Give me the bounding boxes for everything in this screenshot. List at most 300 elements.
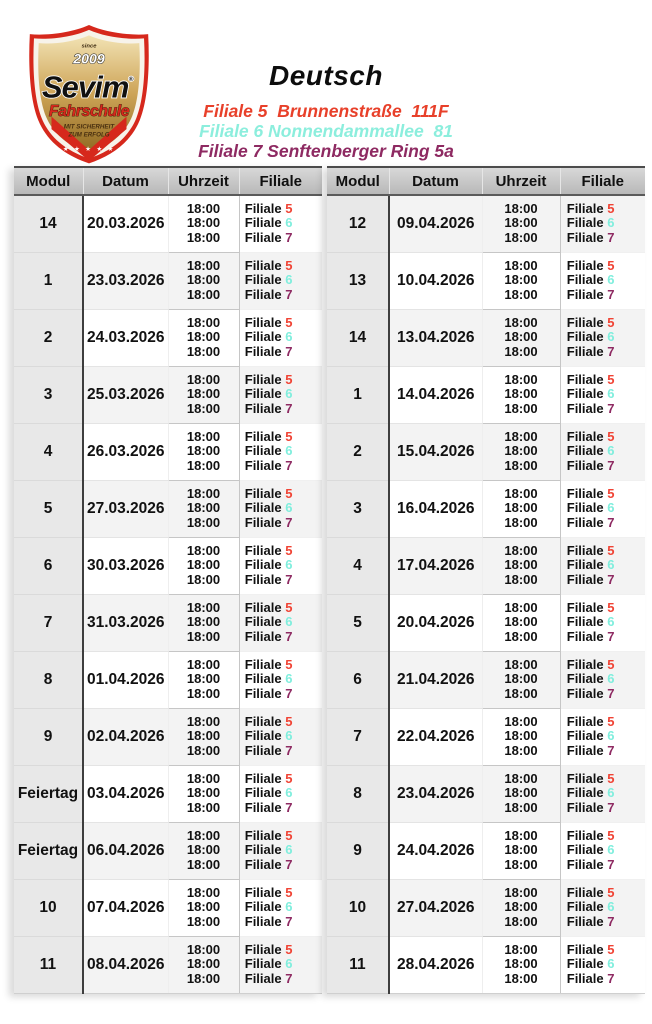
- time-entry: 18:00: [504, 770, 538, 786]
- filiale-cell: [239, 936, 322, 993]
- filiale-entry: Filiale 7: [566, 514, 615, 530]
- filiale-entry: Filiale 7: [566, 571, 615, 587]
- time-entry: 18:00: [504, 884, 538, 900]
- filiale-cell: [239, 879, 322, 936]
- filiale-entry: Filiale 7: [244, 571, 293, 587]
- time-entry: 18:00: [186, 671, 221, 687]
- table-row: [14, 423, 322, 480]
- time-entry: 18:00: [186, 970, 221, 986]
- filiale-entry: Filiale 6: [566, 329, 615, 345]
- time-entry: 18:00: [504, 400, 538, 416]
- column-header-uhrzeit: Uhrzeit: [482, 167, 560, 195]
- filiale-number: 6: [285, 500, 293, 516]
- time-entry: 18:00: [186, 329, 221, 345]
- datum-cell: 10.04.2026: [389, 252, 482, 309]
- header-block: [0, 60, 652, 161]
- table-row: [327, 822, 645, 879]
- time-entry: 18:00: [504, 428, 538, 444]
- datum-cell: 30.03.2026: [83, 537, 168, 594]
- filiale-cell: [560, 708, 645, 765]
- datum-cell: 13.04.2026: [389, 309, 482, 366]
- filiale-number: 5: [285, 257, 293, 273]
- datum-cell: 03.04.2026: [83, 765, 168, 822]
- filiale-entry: Filiale 7: [566, 628, 615, 644]
- time-entry: 18:00: [186, 500, 221, 516]
- filiale-entry: Filiale 5: [566, 713, 615, 729]
- time-entry: 18:00: [186, 728, 221, 744]
- filiale-number: 7: [285, 571, 293, 587]
- uhrzeit-cell: [482, 708, 560, 765]
- time-entry: 18:00: [504, 485, 538, 501]
- filiale-cell: [239, 423, 322, 480]
- logo-year-text: 2009: [73, 51, 105, 68]
- modul-cell: 12: [327, 195, 389, 252]
- uhrzeit-cell: [168, 594, 239, 651]
- filiale-entry: Filiale 7: [566, 230, 615, 246]
- filiale-entry: Filiale 6: [244, 956, 293, 972]
- filiale-number: 7: [607, 742, 615, 758]
- filiale-entry: Filiale 5: [244, 941, 293, 957]
- filiale-entry: Filiale 5: [244, 428, 293, 444]
- header-row: [14, 167, 322, 195]
- filiale-entry: Filiale 7: [566, 457, 615, 473]
- column-header-modul: Modul: [327, 167, 389, 195]
- filiale-entry: Filiale 6: [244, 728, 293, 744]
- filiale-number: 6: [285, 386, 293, 402]
- filiale-number: 7: [607, 685, 615, 701]
- time-entry: 18:00: [504, 386, 538, 402]
- filiale-entry: Filiale 7: [566, 286, 615, 302]
- filiale-number: 5: [285, 485, 293, 501]
- filiale-number: 6: [285, 215, 293, 231]
- time-entry: 18:00: [186, 799, 221, 815]
- filiale-entry: Filiale 6: [244, 785, 293, 801]
- uhrzeit-cell: [482, 936, 560, 993]
- time-entry: 18:00: [186, 314, 221, 330]
- filiale-entry: Filiale 5: [244, 542, 293, 558]
- time-entry: 18:00: [186, 842, 221, 858]
- filiale-cell: [239, 480, 322, 537]
- time-entry: 18:00: [504, 343, 538, 359]
- filiale-entry: Filiale 7: [566, 856, 615, 872]
- filiale-entry: Filiale 6: [566, 842, 615, 858]
- uhrzeit-cell: [168, 366, 239, 423]
- filiale-entry: Filiale 5: [566, 941, 615, 957]
- filiale-number: 6: [607, 272, 615, 288]
- filiale-number: 5: [607, 428, 615, 444]
- filiale-entry: Filiale 7: [244, 286, 293, 302]
- uhrzeit-cell: [482, 252, 560, 309]
- filiale-number: 6: [285, 956, 293, 972]
- filiale-number: 6: [607, 614, 615, 630]
- table-row: [327, 309, 645, 366]
- uhrzeit-cell: [482, 195, 560, 252]
- datum-cell: 27.04.2026: [389, 879, 482, 936]
- filiale-entry: Filiale 6: [244, 386, 293, 402]
- filiale-entry: Filiale 5: [566, 884, 615, 900]
- filiale-number: 6: [285, 557, 293, 573]
- filiale-cell: [560, 195, 645, 252]
- table-row: [14, 309, 322, 366]
- filiale-number: 6: [607, 215, 615, 231]
- filiale-entry: Filiale 5: [566, 770, 615, 786]
- logo-subname-text: Fahrschule: [48, 102, 130, 120]
- filiale-number: 7: [285, 685, 293, 701]
- filiale-cell: [239, 309, 322, 366]
- column-header-filiale: Filiale: [239, 167, 322, 195]
- uhrzeit-cell: [482, 651, 560, 708]
- filiale-entry: Filiale 6: [566, 956, 615, 972]
- uhrzeit-cell: [168, 879, 239, 936]
- header-row: [327, 167, 645, 195]
- datum-cell: 26.03.2026: [83, 423, 168, 480]
- time-entry: 18:00: [504, 628, 538, 644]
- filiale-number: 7: [607, 457, 615, 473]
- table-row: [14, 195, 322, 252]
- modul-cell: 14: [14, 195, 83, 252]
- filiale-entry: Filiale 6: [244, 842, 293, 858]
- filiale-entry: Filiale 7: [244, 230, 293, 246]
- datum-cell: 17.04.2026: [389, 537, 482, 594]
- filiale-number: 5: [285, 827, 293, 843]
- filiale-number: 7: [607, 856, 615, 872]
- filiale-entry: Filiale 6: [566, 899, 615, 915]
- filiale-entry: Filiale 7: [244, 400, 293, 416]
- table-row: [14, 708, 322, 765]
- table-row: [327, 423, 645, 480]
- modul-cell: 4: [327, 537, 389, 594]
- filiale-number: 5: [285, 941, 293, 957]
- filiale-number: 5: [607, 599, 615, 615]
- filiale-number: 7: [285, 856, 293, 872]
- filiale-number: 6: [285, 614, 293, 630]
- filiale-cell: [560, 309, 645, 366]
- filiale-number: 5: [607, 884, 615, 900]
- table-row: [327, 879, 645, 936]
- filiale-number: 7: [285, 400, 293, 416]
- modul-cell: 3: [327, 480, 389, 537]
- filiale-entry: Filiale 6: [566, 443, 615, 459]
- uhrzeit-cell: [168, 936, 239, 993]
- filiale-number: 6: [285, 842, 293, 858]
- filiale-entry: Filiale 6: [244, 899, 293, 915]
- filiale-entry: Filiale 7: [566, 913, 615, 929]
- filiale-entry: Filiale 6: [566, 671, 615, 687]
- filiale-cell: [239, 537, 322, 594]
- datum-cell: 02.04.2026: [83, 708, 168, 765]
- filiale-entry: Filiale 7: [244, 799, 293, 815]
- filiale-number: 6: [607, 728, 615, 744]
- time-entry: 18:00: [504, 842, 538, 858]
- table-row: [327, 366, 645, 423]
- filiale-number: 5: [285, 599, 293, 615]
- time-entry: 18:00: [504, 230, 538, 246]
- filiale-entry: Filiale 7: [244, 457, 293, 473]
- datum-cell: 27.03.2026: [83, 480, 168, 537]
- branch-line-6: Filiale 6 Nonnendammallee 81: [199, 121, 453, 141]
- column-header-modul: Modul: [14, 167, 83, 195]
- filiale-number: 5: [285, 428, 293, 444]
- filiale-number: 6: [285, 329, 293, 345]
- time-entry: 18:00: [504, 571, 538, 587]
- filiale-entry: Filiale 5: [244, 257, 293, 273]
- time-entry: 18:00: [186, 884, 221, 900]
- uhrzeit-cell: [168, 423, 239, 480]
- time-entry: 18:00: [186, 457, 221, 473]
- filiale-number: 5: [607, 200, 615, 216]
- datum-cell: 24.04.2026: [389, 822, 482, 879]
- table-row: [14, 765, 322, 822]
- time-entry: 18:00: [504, 856, 538, 872]
- modul-cell: 7: [14, 594, 83, 651]
- schedule-table-left: [14, 166, 322, 994]
- datum-cell: 31.03.2026: [83, 594, 168, 651]
- datum-cell: 07.04.2026: [83, 879, 168, 936]
- filiale-number: 7: [607, 400, 615, 416]
- table-row: [14, 936, 322, 993]
- uhrzeit-cell: [482, 480, 560, 537]
- filiale-number: 5: [285, 200, 293, 216]
- modul-cell: 6: [14, 537, 83, 594]
- filiale-entry: Filiale 5: [244, 200, 293, 216]
- filiale-number: 5: [607, 542, 615, 558]
- filiale-cell: [560, 879, 645, 936]
- logo-since-text: since: [81, 43, 97, 50]
- filiale-entry: Filiale 7: [244, 514, 293, 530]
- table-row: [327, 594, 645, 651]
- filiale-entry: Filiale 6: [244, 614, 293, 630]
- time-entry: 18:00: [186, 713, 221, 729]
- filiale-cell: [239, 252, 322, 309]
- filiale-entry: Filiale 5: [566, 371, 615, 387]
- filiale-number: 7: [285, 343, 293, 359]
- page-title: Deutsch: [269, 60, 383, 91]
- filiale-cell: [239, 651, 322, 708]
- filiale-entry: Filiale 6: [244, 557, 293, 573]
- datum-cell: 08.04.2026: [83, 936, 168, 993]
- filiale-number: 7: [285, 913, 293, 929]
- filiale-number: 5: [285, 656, 293, 672]
- filiale-number: 5: [607, 827, 615, 843]
- logo-motto-line1: MIT SICHERHEIT: [63, 123, 115, 131]
- filiale-number: 6: [607, 899, 615, 915]
- table-row: [327, 708, 645, 765]
- uhrzeit-cell: [168, 708, 239, 765]
- filiale-entry: Filiale 6: [244, 500, 293, 516]
- filiale-entry: Filiale 6: [566, 557, 615, 573]
- time-entry: 18:00: [186, 628, 221, 644]
- uhrzeit-cell: [482, 765, 560, 822]
- column-header-datum: Datum: [389, 167, 482, 195]
- uhrzeit-cell: [168, 651, 239, 708]
- table-row: [14, 879, 322, 936]
- column-header-filiale: Filiale: [560, 167, 645, 195]
- filiale-number: 5: [607, 713, 615, 729]
- datum-cell: 24.03.2026: [83, 309, 168, 366]
- filiale-entry: Filiale 7: [244, 970, 293, 986]
- modul-cell: 10: [327, 879, 389, 936]
- table-row: [327, 936, 645, 993]
- modul-cell: 2: [14, 309, 83, 366]
- filiale-number: 6: [607, 329, 615, 345]
- uhrzeit-cell: [168, 195, 239, 252]
- filiale-cell: [560, 480, 645, 537]
- filiale-number: 7: [285, 799, 293, 815]
- filiale-number: 6: [285, 671, 293, 687]
- datum-cell: 16.04.2026: [389, 480, 482, 537]
- time-entry: 18:00: [504, 742, 538, 758]
- filiale-number: 7: [607, 913, 615, 929]
- filiale-entry: Filiale 6: [566, 500, 615, 516]
- modul-cell: 5: [14, 480, 83, 537]
- filiale-number: 5: [285, 314, 293, 330]
- filiale-cell: [239, 765, 322, 822]
- filiale-number: 7: [607, 286, 615, 302]
- datum-cell: 22.04.2026: [389, 708, 482, 765]
- filiale-entry: Filiale 6: [244, 443, 293, 459]
- time-entry: 18:00: [186, 913, 221, 929]
- datum-cell: 09.04.2026: [389, 195, 482, 252]
- time-entry: 18:00: [504, 970, 538, 986]
- time-entry: 18:00: [186, 343, 221, 359]
- time-entry: 18:00: [504, 314, 538, 330]
- filiale-number: 7: [285, 286, 293, 302]
- uhrzeit-cell: [482, 879, 560, 936]
- time-entry: 18:00: [186, 656, 221, 672]
- filiale-entry: Filiale 5: [244, 371, 293, 387]
- time-entry: 18:00: [504, 599, 538, 615]
- filiale-number: 6: [607, 443, 615, 459]
- time-entry: 18:00: [186, 557, 221, 573]
- time-entry: 18:00: [186, 856, 221, 872]
- filiale-number: 5: [285, 770, 293, 786]
- filiale-entry: Filiale 7: [244, 856, 293, 872]
- filiale-entry: Filiale 7: [244, 685, 293, 701]
- time-entry: 18:00: [186, 443, 221, 459]
- modul-cell: 8: [14, 651, 83, 708]
- time-entry: 18:00: [186, 956, 221, 972]
- filiale-cell: [239, 366, 322, 423]
- time-entry: 18:00: [186, 571, 221, 587]
- filiale-entry: Filiale 5: [566, 827, 615, 843]
- filiale-entry: Filiale 5: [566, 314, 615, 330]
- datum-cell: 25.03.2026: [83, 366, 168, 423]
- time-entry: 18:00: [504, 371, 538, 387]
- time-entry: 18:00: [186, 400, 221, 416]
- filiale-cell: [560, 366, 645, 423]
- filiale-number: 5: [607, 314, 615, 330]
- uhrzeit-cell: [482, 822, 560, 879]
- time-entry: 18:00: [504, 514, 538, 530]
- filiale-entry: Filiale 6: [566, 614, 615, 630]
- filiale-number: 6: [285, 899, 293, 915]
- table-row: [14, 594, 322, 651]
- filiale-entry: Filiale 7: [566, 400, 615, 416]
- time-entry: 18:00: [504, 443, 538, 459]
- time-entry: 18:00: [186, 785, 221, 801]
- filiale-number: 5: [607, 656, 615, 672]
- filiale-entry: Filiale 5: [566, 599, 615, 615]
- filiale-number: 5: [285, 542, 293, 558]
- time-entry: 18:00: [504, 913, 538, 929]
- filiale-entry: Filiale 7: [566, 343, 615, 359]
- modul-cell: 4: [14, 423, 83, 480]
- filiale-number: 5: [285, 371, 293, 387]
- filiale-cell: [239, 822, 322, 879]
- time-entry: 18:00: [186, 899, 221, 915]
- time-entry: 18:00: [186, 485, 221, 501]
- time-entry: 18:00: [504, 500, 538, 516]
- time-entry: 18:00: [186, 257, 221, 273]
- time-entry: 18:00: [504, 257, 538, 273]
- table-row: [14, 480, 322, 537]
- time-entry: 18:00: [186, 542, 221, 558]
- filiale-number: 5: [607, 257, 615, 273]
- datum-cell: 23.03.2026: [83, 252, 168, 309]
- time-entry: 18:00: [186, 272, 221, 288]
- filiale-number: 7: [607, 230, 615, 246]
- filiale-number: 6: [607, 386, 615, 402]
- branch-line-7: Filiale 7 Senftenberger Ring 5a: [198, 141, 454, 161]
- filiale-cell: [560, 822, 645, 879]
- filiale-number: 6: [285, 728, 293, 744]
- filiale-number: 7: [607, 970, 615, 986]
- filiale-entry: Filiale 5: [244, 827, 293, 843]
- uhrzeit-cell: [482, 423, 560, 480]
- time-entry: 18:00: [504, 272, 538, 288]
- table-row: [327, 765, 645, 822]
- time-entry: 18:00: [186, 599, 221, 615]
- filiale-entry: Filiale 5: [566, 428, 615, 444]
- modul-cell: 9: [14, 708, 83, 765]
- filiale-entry: Filiale 6: [244, 329, 293, 345]
- filiale-number: 5: [285, 884, 293, 900]
- filiale-cell: [560, 537, 645, 594]
- modul-cell: 8: [327, 765, 389, 822]
- time-entry: 18:00: [504, 785, 538, 801]
- uhrzeit-cell: [482, 594, 560, 651]
- modul-cell: 1: [327, 366, 389, 423]
- filiale-cell: [560, 936, 645, 993]
- column-header-uhrzeit: Uhrzeit: [168, 167, 239, 195]
- filiale-entry: Filiale 6: [566, 272, 615, 288]
- filiale-entry: Filiale 6: [244, 215, 293, 231]
- filiale-entry: Filiale 7: [244, 742, 293, 758]
- modul-cell: 14: [327, 309, 389, 366]
- datum-cell: 23.04.2026: [389, 765, 482, 822]
- filiale-entry: Filiale 5: [244, 314, 293, 330]
- datum-cell: 20.03.2026: [83, 195, 168, 252]
- filiale-entry: Filiale 5: [244, 713, 293, 729]
- modul-cell: 9: [327, 822, 389, 879]
- time-entry: 18:00: [186, 770, 221, 786]
- logo-name-text: Sevim®: [41, 69, 133, 105]
- filiale-entry: Filiale 7: [566, 742, 615, 758]
- modul-cell: 13: [327, 252, 389, 309]
- filiale-number: 7: [285, 742, 293, 758]
- filiale-entry: Filiale 5: [566, 257, 615, 273]
- filiale-entry: Filiale 5: [566, 485, 615, 501]
- filiale-entry: Filiale 6: [244, 272, 293, 288]
- uhrzeit-cell: [168, 480, 239, 537]
- filiale-number: 5: [607, 371, 615, 387]
- filiale-number: 7: [607, 799, 615, 815]
- filiale-entry: Filiale 7: [566, 685, 615, 701]
- filiale-entry: Filiale 5: [566, 656, 615, 672]
- filiale-cell: [560, 423, 645, 480]
- datum-cell: 15.04.2026: [389, 423, 482, 480]
- time-entry: 18:00: [504, 542, 538, 558]
